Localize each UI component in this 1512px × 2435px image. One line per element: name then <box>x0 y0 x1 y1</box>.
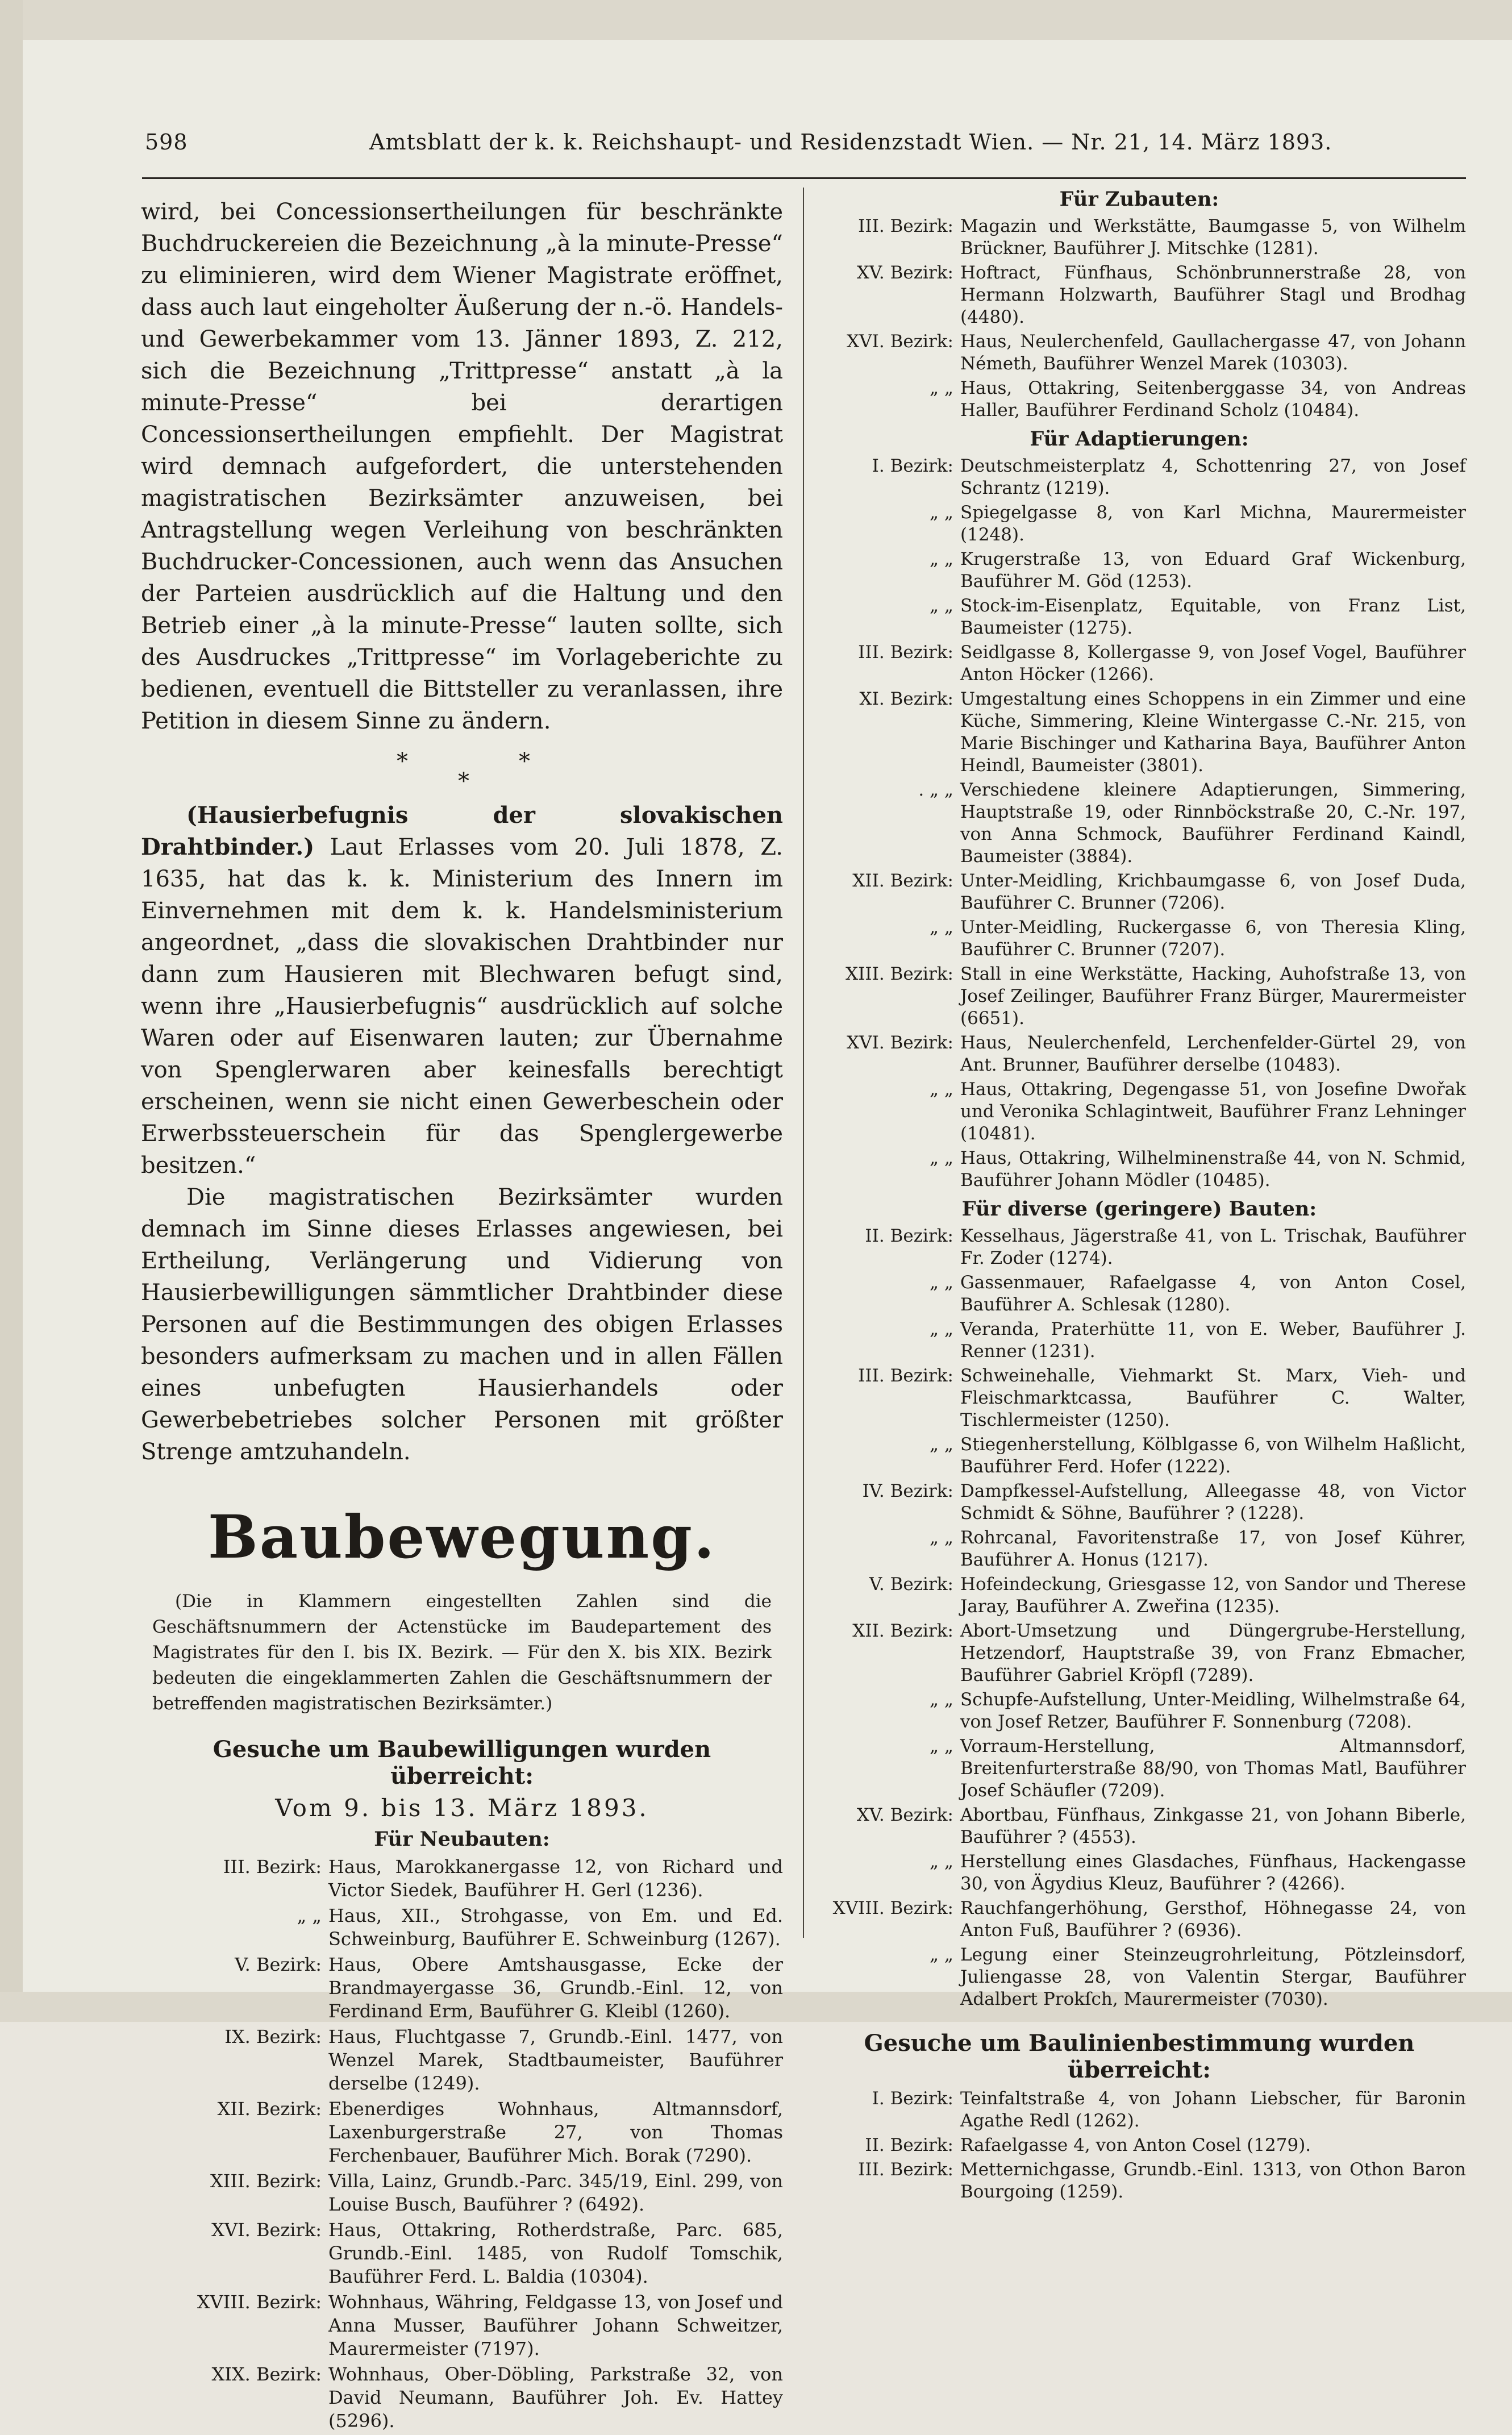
district-label: XVI. Bezirk: <box>847 1033 953 1053</box>
entry-text: Herstellung eines Glasdaches, Fünfhaus, Hackengasse 30, von Ägydius Kleuz, Bauführer ? (4266). <box>960 1851 1466 1894</box>
district-label: „ „ <box>930 1527 953 1548</box>
list-item <box>813 1574 1466 1618</box>
gesuche-heading: Gesuche um Baubewilligungen wurden überreicht: <box>213 1736 711 1789</box>
district-label: XIII. Bezirk: <box>210 2170 322 2192</box>
list-item <box>813 1225 1466 1269</box>
list-item <box>813 1434 1466 1478</box>
entry-text: Stall in eine Werkstätte, Hacking, Auhofstraße 13, von Josef Zeilinger, Bauführer Franz Bürger, Maurermeister (6651). <box>960 964 1466 1029</box>
gazette-title: Amtsblatt der k. k. Reichshaupt- und Residenzstadt Wien. — Nr. 21, 14. März 1893. <box>369 130 1332 155</box>
list-item <box>813 502 1466 546</box>
list-item <box>813 963 1466 1030</box>
district-label: IX. Bezirk: <box>224 2026 322 2047</box>
hausier-lead: (Hausierbefugnis der slovakischen Drahtbinder.) <box>141 802 783 860</box>
district-label: XV. Bezirk: <box>856 263 953 283</box>
asterism <box>141 737 783 800</box>
neubauten-heading: Für Neubauten: <box>374 1828 550 1851</box>
neubauten-list <box>141 1855 783 2433</box>
list-item <box>141 2025 783 2095</box>
entry-text: Stock-im-Eisenplatz, Equitable, von Franz List, Baumeister (1275). <box>960 596 1466 638</box>
concession-paragraph: wird, bei Concessionsertheilungen für beschränkte Buchdruckereien die Bezeichnung „à la minute-Presse“ zu eliminieren, wird dem Wiener Magistrate eröffnet, dass auch laut eingeholter Äußerung der n.-ö. Handels- und Gewerbekammer vom 13. Jänner 1893, Z. 212, sich die Bezeichnung „Trittpresse“ anstatt „à la minute-Presse“ bei derartigen Concessionsertheilungen empfiehlt. Der Magistrat wird demnach aufgefordert, die unterstehenden magistratischen Bezirksämter anzuweisen, bei Antragstellung wegen Verleihung von beschränkten Buchdrucker-Concessionen, auch wenn das Ansuchen der Parteien ausdrücklich auf die Haltung und den Betrieb einer „à la minute-Presse“ lauten sollte, sich des Ausdruckes „Trittpresse“ im Vorlageberichte zu bedienen, eventuell die Bittsteller zu veranlassen, ihre Petition in diesem Sinne zu ändern. <box>141 199 783 734</box>
entry-text: Haus, Marokkanergasse 12, von Richard und Victor Siedek, Bauführer H. Gerl (1236). <box>328 1856 783 1901</box>
entry-text: Kesselhaus, Jägerstraße 41, von L. Trischak, Bauführer Fr. Zoder (1274). <box>960 1226 1466 1268</box>
district-label: „ „ <box>930 596 953 616</box>
list-item <box>813 2159 1466 2203</box>
right-column <box>813 188 1466 2205</box>
date-range: Vom 9. bis 13. März 1893. <box>275 1794 649 1822</box>
list-item <box>813 1527 1466 1571</box>
district-label: I. Bezirk: <box>872 2088 953 2109</box>
hausier-text: Laut Erlasses vom 20. Juli 1878, Z. 1635, hat das k. k. Ministerium des Innern im Einvernehmen mit dem k. k. Handelsministerium angeordnet, „dass die slovakischen Drahtbinder nur dann zum Hausieren mit Blechwaren befugt sind, wenn ihre „Hausierbefugnis“ ausdrücklich auf solche Waren oder auf Eisenwaren lauten; zur Übernahme von Spenglerwaren aber keinesfalls berechtigt erscheinen, wenn sie nicht einen Gewerbeschein oder Erwerbssteuerschein für das Spenglergewerbe besitzen.“ <box>141 834 784 1179</box>
district-label: XI. Bezirk: <box>859 689 953 709</box>
district-label: XIII. Bezirk: <box>845 964 953 984</box>
list-item <box>813 1851 1466 1895</box>
entry-text: Spiegelgasse 8, von Karl Michna, Maurermeister (1248). <box>960 502 1466 545</box>
district-label: III. Bezirk: <box>858 642 953 663</box>
entry-text: Villa, Lainz, Grundb.-Parc. 345/19, Einl. 299, von Louise Busch, Bauführer ? (6492). <box>328 2170 783 2215</box>
list-item <box>813 870 1466 914</box>
district-label: XV. Bezirk: <box>856 1805 953 1825</box>
asterisk: * <box>397 748 408 775</box>
entry-text: Gassenmauer, Rafaelgasse 4, von Anton Cosel, Bauführer A. Schlesak (1280). <box>960 1272 1466 1315</box>
district-label: „ „ <box>930 378 953 398</box>
district-label: V. Bezirk: <box>869 1574 953 1595</box>
entry-text: Haus, Neulerchenfeld, Lerchenfelder-Gürtel 29, von Ant. Brunner, Bauführer derselbe (10483). <box>960 1033 1466 1075</box>
list-item <box>813 1735 1466 1802</box>
district-label: III. Bezirk: <box>223 1856 322 1878</box>
list-item <box>813 377 1466 422</box>
entry-text: Haus, Ottakring, Rotherdstraße, Parc. 685, Grundb.-Einl. 1485, von Rudolf Tomschik, Bauführer Ferd. L. Baldia (10304). <box>328 2219 783 2287</box>
district-label: XII. Bezirk: <box>852 871 953 891</box>
district-label: „ „ <box>930 1434 953 1455</box>
entry-text: Teinfaltstraße 4, von Johann Liebscher, für Baronin Agathe Redl (1262). <box>960 2088 1466 2131</box>
list-item <box>141 1855 783 1902</box>
entry-text: Haus, XII., Strohgasse, von Em. und Ed. Schweinburg, Bauführer E. Schweinburg (1267). <box>328 1905 783 1950</box>
list-item <box>813 1480 1466 1525</box>
entry-text: Rafaelgasse 4, von Anton Cosel (1279). <box>960 2135 1311 2155</box>
district-label: „ „ <box>930 1689 953 1710</box>
district-label: II. Bezirk: <box>865 1226 953 1246</box>
adaptierungen-heading: Für Adaptierungen: <box>1030 427 1249 451</box>
district-label: XII. Bezirk: <box>852 1621 953 1641</box>
scan-edge-top <box>0 0 1512 40</box>
left-column <box>141 196 783 2435</box>
entry-text: Hofeindeckung, Griesgasse 12, von Sandor und Therese Jaray, Bauführer A. Zweřina (1235). <box>960 1574 1466 1617</box>
district-label: I. Bezirk: <box>872 456 953 476</box>
entry-text: Wohnhaus, Ober-Döbling, Parkstraße 32, von David Neumann, Bauführer Joh. Ev. Hattey (5296). <box>328 2363 783 2432</box>
entry-text: Haus, Fluchtgasse 7, Grundb.-Einl. 1477, von Wenzel Marek, Stadtbaumeister, Bauführer derselbe (1249). <box>328 2026 783 2094</box>
entry-text: Seidlgasse 8, Kollergasse 9, von Josef Vogel, Bauführer Anton Höcker (1266). <box>960 642 1466 685</box>
entry-text: Abort-Umsetzung und Düngergrube-Herstellung, Hetzendorf, Hauptstraße 39, von Franz Ebmacher, Bauführer Gabriel Kröpfl (7289). <box>960 1621 1466 1685</box>
list-item <box>813 2088 1466 2132</box>
asterisk: * <box>458 768 469 794</box>
list-item <box>813 548 1466 593</box>
list-item <box>141 2218 783 2288</box>
list-item <box>141 2097 783 2167</box>
zubauten-list <box>813 215 1466 422</box>
district-label: „ „ <box>930 1272 953 1293</box>
list-item <box>813 1272 1466 1316</box>
district-label: III. Bezirk: <box>858 2159 953 2180</box>
district-label: III. Bezirk: <box>858 1366 953 1386</box>
list-item <box>141 2291 783 2361</box>
entry-text: Wohnhaus, Währing, Feldgasse 13, von Josef und Anna Musser, Bauführer Johann Schweitzer, Maurermeister (7197). <box>328 2291 783 2359</box>
district-label: XII. Bezirk: <box>217 2098 322 2120</box>
district-label: „ „ <box>930 1736 953 1756</box>
list-item <box>813 455 1466 500</box>
entry-text: Schupfe-Aufstellung, Unter-Meidling, Wilhelmstraße 64, von Josef Retzer, Bauführer F. Sonnenburg (7208). <box>960 1689 1466 1732</box>
district-label: III. Bezirk: <box>858 216 953 236</box>
adaptierungen-list <box>813 455 1466 1192</box>
list-item <box>813 688 1466 777</box>
district-label: „ „ <box>930 1851 953 1872</box>
zubauten-heading: Für Zubauten: <box>1059 188 1219 211</box>
entry-text: Legung einer Steinzeugrohrleitung, Pötzleinsdorf, Juliengasse 28, von Valentin Stergar, Bauführer Adalbert Prokſch, Maurermeister (7030). <box>960 1945 1466 2009</box>
district-label: XVIII. Bezirk: <box>197 2291 322 2313</box>
list-item <box>813 1079 1466 1145</box>
entry-text: Verschiedene kleinere Adaptierungen, Simmering, Hauptstraße 19, oder Rinnböckstraße 20, C.-Nr. 197, von Anna Schmock, Bauführer Ferdinand Kaindl, Baumeister (3884). <box>960 780 1466 867</box>
district-label: „ „ <box>930 1148 953 1168</box>
list-item <box>813 1365 1466 1431</box>
list-item <box>813 1147 1466 1192</box>
district-label: „ „ <box>930 502 953 523</box>
list-item <box>813 262 1466 328</box>
entry-text: Dampfkessel-Aufstellung, Alleegasse 48, von Victor Schmidt & Söhne, Bauführer ? (1228). <box>960 1481 1466 1524</box>
entry-text: Veranda, Praterhütte 11, von E. Weber, Bauführer J. Renner (1231). <box>960 1319 1466 1362</box>
hausier-paragraph <box>141 800 783 1181</box>
entry-text: Rauchfangerhöhung, Gersthof, Höhnegasse 24, von Anton Fuß, Bauführer ? (6936). <box>960 1898 1466 1941</box>
header-rule <box>142 177 1466 179</box>
list-item <box>813 215 1466 260</box>
list-item <box>813 1620 1466 1687</box>
list-item <box>813 595 1466 639</box>
list-item <box>141 2363 783 2433</box>
district-label: „ „ <box>930 549 953 569</box>
district-label: XVI. Bezirk: <box>211 2219 322 2241</box>
list-item <box>813 779 1466 868</box>
entry-text: Haus, Neulerchenfeld, Gaullachergasse 47, von Johann Németh, Bauführer Wenzel Marek (10303). <box>960 331 1466 374</box>
district-label: „ „ <box>930 1945 953 1965</box>
list-item <box>813 1032 1466 1076</box>
entry-text: Metternichgasse, Grundb.-Einl. 1313, von Othon Baron Bourgoing (1259). <box>960 2159 1466 2202</box>
entry-text: Ebenerdiges Wohnhaus, Altmannsdorf, Laxenburgerstraße 27, von Thomas Ferchenbauer, Bauführer Mich. Borak (7290). <box>328 2098 783 2166</box>
entry-text: Stiegenherstellung, Kölblgasse 6, von Wilhelm Haßlicht, Bauführer Ferd. Hofer (1222). <box>960 1434 1466 1477</box>
entry-text: Haus, Ottakring, Degengasse 51, von Josefine Dwořak und Veronika Schlagintweit, Bauführer Franz Lehninger (10481). <box>960 1079 1466 1144</box>
district-label: V. Bezirk: <box>235 1954 322 1975</box>
entry-text: Rohrcanal, Favoritenstraße 17, von Josef Kührer, Bauführer A. Honus (1217). <box>960 1527 1466 1570</box>
district-label: XVIII. Bezirk: <box>832 1898 953 1918</box>
asterisk: * <box>519 748 530 775</box>
list-item <box>813 1689 1466 1733</box>
entry-text: Haus, Obere Amtshausgasse, Ecke der Brandmayergasse 36, Grundb.-Einl. 12, von Ferdinand Erm, Bauführer G. Kleibl (1260). <box>328 1954 783 2022</box>
district-label: XIX. Bezirk: <box>211 2363 322 2385</box>
list-item <box>813 2134 1466 2157</box>
entry-text: Unter-Meidling, Ruckergasse 6, von Theresia Kling, Bauführer C. Brunner (7207). <box>960 917 1466 960</box>
district-label: IV. Bezirk: <box>862 1481 953 1501</box>
entry-text: Krugerstraße 13, von Eduard Graf Wickenburg, Bauführer M. Göd (1253). <box>960 549 1466 592</box>
district-label: „ „ <box>930 1079 953 1100</box>
section-title: Baubewegung. <box>207 1502 717 1572</box>
list-item <box>813 917 1466 961</box>
district-label: . „ „ <box>918 780 953 800</box>
list-item <box>141 1904 783 1951</box>
baulinien-heading: Gesuche um Baulinienbestimmung wurden überreicht: <box>864 2030 1415 2083</box>
entry-text: Hoftract, Fünfhaus, Schönbrunnerstraße 28, von Hermann Holzwarth, Bauführer Stagl und Brodhag (4480). <box>960 263 1466 327</box>
district-label: II. Bezirk: <box>865 2135 953 2155</box>
district-label: „ „ <box>930 1319 953 1339</box>
entry-text: Haus, Ottakring, Seitenberggasse 34, von Andreas Haller, Bauführer Ferdinand Scholz (10484). <box>960 378 1466 421</box>
explanatory-note: (Die in Klammern eingestellten Zahlen sind die Geschäftsnummern der Actenstücke im Baudepartement des Magistrates für den I. bis IX. Bezirk. — Für den X. bis XIX. Bezirk bedeuten die eingeklammerten Zahlen die Geschäftsnummern der betreffenden magistratischen Bezirksämter.) <box>152 1591 772 1714</box>
entry-text: Deutschmeisterplatz 4, Schottenring 27, von Josef Schrantz (1219). <box>960 456 1466 498</box>
entry-text: Schweinehalle, Viehmarkt St. Marx, Vieh- und Fleischmarktcassa, Bauführer C. Walter, Tischlermeister (1250). <box>960 1366 1466 1430</box>
baulinien-list <box>813 2088 1466 2203</box>
entry-text: Vorraum-Herstellung, Altmannsdorf, Breitenfurterstraße 88/90, von Thomas Matl, Bauführer Josef Schäufler (7209). <box>960 1736 1466 1801</box>
entry-text: Umgestaltung eines Schoppens in ein Zimmer und eine Küche, Simmering, Kleine Wintergasse C.-Nr. 215, von Marie Bischinger und Katharina Baya, Bauführer Anton Heindl, Baumeister (3801). <box>960 689 1466 776</box>
running-head <box>145 130 1332 164</box>
bezirksaemter-paragraph: Die magistratischen Bezirksämter wurden demnach im Sinne dieses Erlasses angewiesen, bei Ertheilung, Verlängerung und Vidierung von Hausierbewilligungen sämmtlicher Drahtbinder diese Personen auf die Bestimmungen des obigen Erlasses besonders aufmerksam zu machen und in allen Fällen eines unbefugten Hausierhandels oder Gewerbebetriebes solcher Personen mit größter Strenge amtzuhandeln. <box>141 1184 783 1465</box>
list-item <box>813 1318 1466 1363</box>
district-label: „ „ <box>297 1905 322 1926</box>
list-item <box>813 1897 1466 1942</box>
list-item <box>813 1944 1466 2011</box>
list-item <box>141 2170 783 2216</box>
page-number: 598 <box>145 130 188 155</box>
list-item <box>813 1804 1466 1849</box>
diverse-list <box>813 1225 1466 2011</box>
district-label: „ „ <box>930 917 953 938</box>
column-rule <box>803 188 804 1938</box>
list-item <box>813 642 1466 686</box>
list-item <box>141 1953 783 2023</box>
diverse-heading: Für diverse (geringere) Bauten: <box>961 1197 1317 1221</box>
entry-text: Haus, Ottakring, Wilhelminenstraße 44, von N. Schmid, Bauführer Johann Mödler (10485). <box>960 1148 1466 1191</box>
entry-text: Magazin und Werkstätte, Baumgasse 5, von Wilhelm Brückner, Bauführer J. Mitschke (1281). <box>960 216 1466 259</box>
entry-text: Unter-Meidling, Krichbaumgasse 6, von Josef Duda, Bauführer C. Brunner (7206). <box>960 871 1466 913</box>
district-label: XVI. Bezirk: <box>847 331 953 352</box>
entry-text: Abortbau, Fünfhaus, Zinkgasse 21, von Johann Biberle, Bauführer ? (4553). <box>960 1805 1466 1847</box>
scan-edge-left <box>0 0 23 2022</box>
list-item <box>813 331 1466 375</box>
